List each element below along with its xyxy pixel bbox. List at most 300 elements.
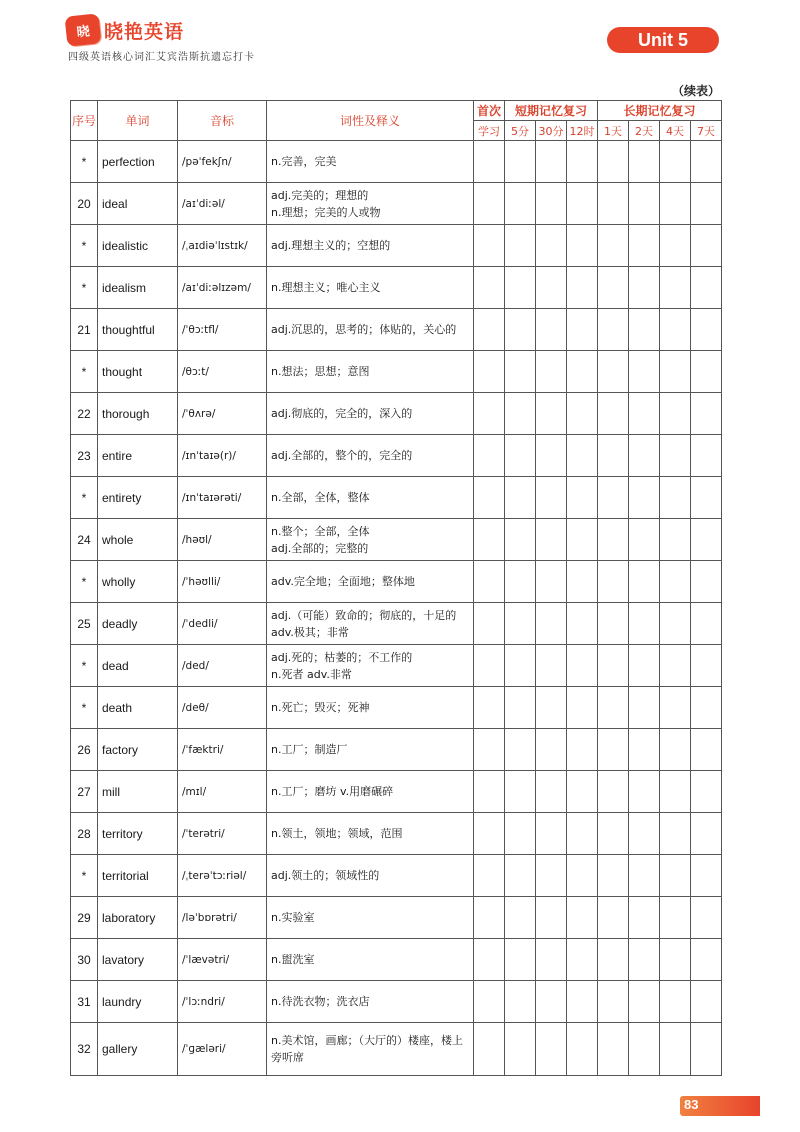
review-checkbox-cell[interactable] — [598, 1023, 629, 1076]
row-number: 28 — [71, 813, 98, 855]
definition-line: n.整个；全部，全体 — [271, 524, 370, 538]
review-checkbox-cell[interactable] — [567, 309, 598, 351]
review-checkbox-cell[interactable] — [598, 603, 629, 645]
row-word: entirety — [98, 477, 178, 519]
review-checkbox-cell[interactable] — [474, 225, 505, 267]
review-checkbox-cell[interactable] — [505, 351, 536, 393]
row-word: ideal — [98, 183, 178, 225]
review-checkbox-cell[interactable] — [536, 519, 567, 561]
row-definition — [267, 435, 474, 477]
table-row — [71, 267, 722, 309]
row-phonetic: /aɪˈdiːəlɪzəm/ — [178, 267, 267, 309]
table-row — [71, 645, 722, 687]
page-number: 83 — [684, 1097, 699, 1112]
table-row — [71, 687, 722, 729]
review-checkbox-cell[interactable] — [629, 855, 660, 897]
continued-label: （续表） — [672, 84, 721, 98]
review-checkbox-cell[interactable] — [660, 225, 691, 267]
review-checkbox-cell[interactable] — [598, 393, 629, 435]
review-checkbox-cell[interactable] — [691, 1023, 722, 1076]
review-checkbox-cell[interactable] — [691, 393, 722, 435]
row-word: factory — [98, 729, 178, 771]
row-number: * — [71, 141, 98, 183]
table-row — [71, 561, 722, 603]
row-phonetic: /həʊl/ — [178, 519, 267, 561]
review-checkbox-cell[interactable] — [629, 771, 660, 813]
row-phonetic: /ˈθɔːtfl/ — [178, 309, 267, 351]
review-checkbox-cell[interactable] — [474, 477, 505, 519]
review-checkbox-cell[interactable] — [536, 1023, 567, 1076]
definition-line: n.工厂；制造厂 — [271, 743, 348, 756]
review-checkbox-cell[interactable] — [505, 603, 536, 645]
review-checkbox-cell[interactable] — [474, 771, 505, 813]
definition-line: n.盥洗室 — [271, 953, 315, 966]
definition-line: adj.理想主义的；空想的 — [271, 239, 391, 252]
review-checkbox-cell[interactable] — [505, 141, 536, 183]
row-definition — [267, 1023, 474, 1076]
review-checkbox-cell[interactable] — [598, 183, 629, 225]
review-checkbox-cell[interactable] — [536, 771, 567, 813]
review-checkbox-cell[interactable] — [691, 435, 722, 477]
row-word: idealistic — [98, 225, 178, 267]
definition-line: n.美术馆，画廊；（大厅的）楼座，楼上 — [271, 1034, 463, 1047]
review-checkbox-cell[interactable] — [660, 687, 691, 729]
row-word: entire — [98, 435, 178, 477]
review-checkbox-cell[interactable] — [505, 729, 536, 771]
table-row — [71, 813, 722, 855]
definition-line: n.死者 adv.非常 — [271, 667, 352, 681]
row-number: 29 — [71, 897, 98, 939]
table-row — [71, 309, 722, 351]
review-checkbox-cell[interactable] — [567, 477, 598, 519]
review-checkbox-cell[interactable] — [691, 267, 722, 309]
row-definition — [267, 519, 474, 561]
row-phonetic: /pəˈfekʃn/ — [178, 141, 267, 183]
review-checkbox-cell[interactable] — [536, 687, 567, 729]
table-row — [71, 393, 722, 435]
review-checkbox-cell[interactable] — [474, 267, 505, 309]
review-checkbox-cell[interactable] — [629, 141, 660, 183]
definition-line: n.待洗衣物；洗衣店 — [271, 995, 370, 1008]
review-checkbox-cell[interactable] — [598, 267, 629, 309]
header-4day: 4天 — [660, 121, 691, 141]
review-checkbox-cell[interactable] — [567, 519, 598, 561]
row-definition — [267, 561, 474, 603]
definition-line: adj.全部的，整个的，完全的 — [271, 449, 413, 462]
review-checkbox-cell[interactable] — [505, 225, 536, 267]
row-number: * — [71, 351, 98, 393]
review-checkbox-cell[interactable] — [505, 435, 536, 477]
review-checkbox-cell[interactable] — [505, 813, 536, 855]
definition-line: 旁听席 — [271, 1051, 304, 1064]
row-number: * — [71, 477, 98, 519]
review-checkbox-cell[interactable] — [567, 351, 598, 393]
table-row — [71, 855, 722, 897]
review-checkbox-cell[interactable] — [567, 981, 598, 1023]
review-checkbox-cell[interactable] — [598, 771, 629, 813]
definition-line: adv.完全地；全面地；整体地 — [271, 575, 415, 588]
review-checkbox-cell[interactable] — [598, 645, 629, 687]
review-checkbox-cell[interactable] — [598, 477, 629, 519]
row-number: * — [71, 267, 98, 309]
review-checkbox-cell[interactable] — [474, 603, 505, 645]
review-checkbox-cell[interactable] — [505, 477, 536, 519]
row-number: 31 — [71, 981, 98, 1023]
review-checkbox-cell[interactable] — [660, 477, 691, 519]
review-checkbox-cell[interactable] — [660, 771, 691, 813]
definition-line: adj.领土的；领域性的 — [271, 869, 380, 882]
review-checkbox-cell[interactable] — [474, 981, 505, 1023]
row-word: laboratory — [98, 897, 178, 939]
review-checkbox-cell[interactable] — [660, 561, 691, 603]
review-checkbox-cell[interactable] — [505, 645, 536, 687]
review-checkbox-cell[interactable] — [536, 477, 567, 519]
header-2day: 2天 — [629, 121, 660, 141]
review-checkbox-cell[interactable] — [691, 183, 722, 225]
review-checkbox-cell[interactable] — [598, 687, 629, 729]
review-checkbox-cell[interactable] — [536, 435, 567, 477]
table-row — [71, 183, 722, 225]
review-checkbox-cell[interactable] — [505, 771, 536, 813]
review-checkbox-cell[interactable] — [474, 939, 505, 981]
review-checkbox-cell[interactable] — [474, 141, 505, 183]
review-checkbox-cell[interactable] — [505, 183, 536, 225]
definition-line: n.实验室 — [271, 911, 315, 924]
review-checkbox-cell[interactable] — [629, 603, 660, 645]
review-checkbox-cell[interactable] — [536, 183, 567, 225]
row-definition — [267, 771, 474, 813]
definition-line: n.完善，完美 — [271, 155, 337, 168]
row-word: territorial — [98, 855, 178, 897]
review-checkbox-cell[interactable] — [567, 561, 598, 603]
review-checkbox-cell[interactable] — [505, 267, 536, 309]
review-checkbox-cell[interactable] — [598, 981, 629, 1023]
review-checkbox-cell[interactable] — [691, 981, 722, 1023]
review-checkbox-cell[interactable] — [691, 351, 722, 393]
review-checkbox-cell[interactable] — [629, 225, 660, 267]
row-definition — [267, 813, 474, 855]
review-checkbox-cell[interactable] — [474, 309, 505, 351]
table-row — [71, 1023, 722, 1076]
review-checkbox-cell[interactable] — [567, 729, 598, 771]
row-word: thoughtful — [98, 309, 178, 351]
review-checkbox-cell[interactable] — [474, 519, 505, 561]
table-row — [71, 981, 722, 1023]
table-row — [71, 519, 722, 561]
row-phonetic: /ˈfæktri/ — [178, 729, 267, 771]
review-checkbox-cell[interactable] — [629, 561, 660, 603]
review-checkbox-cell[interactable] — [474, 855, 505, 897]
row-definition — [267, 939, 474, 981]
review-checkbox-cell[interactable] — [691, 225, 722, 267]
review-checkbox-cell[interactable] — [474, 645, 505, 687]
review-checkbox-cell[interactable] — [598, 939, 629, 981]
table-row — [71, 729, 722, 771]
row-word: mill — [98, 771, 178, 813]
review-checkbox-cell[interactable] — [629, 519, 660, 561]
review-checkbox-cell[interactable] — [660, 855, 691, 897]
review-checkbox-cell[interactable] — [474, 561, 505, 603]
row-number: 24 — [71, 519, 98, 561]
header-7day: 7天 — [691, 121, 722, 141]
review-checkbox-cell[interactable] — [536, 729, 567, 771]
review-checkbox-cell[interactable] — [629, 1023, 660, 1076]
review-checkbox-cell[interactable] — [505, 939, 536, 981]
brand-logo — [66, 14, 184, 46]
row-number: * — [71, 561, 98, 603]
row-phonetic: /deθ/ — [178, 687, 267, 729]
row-definition — [267, 729, 474, 771]
review-checkbox-cell[interactable] — [598, 309, 629, 351]
review-checkbox-cell[interactable] — [660, 519, 691, 561]
header-seq: 序号 — [71, 101, 98, 141]
row-definition — [267, 981, 474, 1023]
review-checkbox-cell[interactable] — [660, 393, 691, 435]
review-checkbox-cell[interactable] — [505, 519, 536, 561]
review-checkbox-cell[interactable] — [598, 435, 629, 477]
row-number: 21 — [71, 309, 98, 351]
review-checkbox-cell[interactable] — [536, 309, 567, 351]
review-checkbox-cell[interactable] — [691, 309, 722, 351]
review-checkbox-cell[interactable] — [629, 393, 660, 435]
review-checkbox-cell[interactable] — [474, 435, 505, 477]
review-checkbox-cell[interactable] — [567, 603, 598, 645]
review-checkbox-cell[interactable] — [536, 351, 567, 393]
row-word: whole — [98, 519, 178, 561]
review-checkbox-cell[interactable] — [691, 519, 722, 561]
review-checkbox-cell[interactable] — [567, 645, 598, 687]
definition-line: n.理想主义；唯心主义 — [271, 281, 381, 294]
review-checkbox-cell[interactable] — [567, 1023, 598, 1076]
row-word: dead — [98, 645, 178, 687]
review-checkbox-cell[interactable] — [660, 981, 691, 1023]
row-word: lavatory — [98, 939, 178, 981]
brand-name: 晓艳英语 — [104, 20, 185, 43]
review-checkbox-cell[interactable] — [474, 1023, 505, 1076]
review-checkbox-cell[interactable] — [629, 813, 660, 855]
row-number: 30 — [71, 939, 98, 981]
row-definition — [267, 393, 474, 435]
definition-line: adv.极其；非常 — [271, 625, 349, 639]
review-checkbox-cell[interactable] — [567, 183, 598, 225]
review-checkbox-cell[interactable] — [536, 561, 567, 603]
review-checkbox-cell[interactable] — [629, 729, 660, 771]
review-checkbox-cell[interactable] — [598, 813, 629, 855]
review-checkbox-cell[interactable] — [691, 939, 722, 981]
review-checkbox-cell[interactable] — [691, 561, 722, 603]
review-checkbox-cell[interactable] — [505, 897, 536, 939]
header-first-study-1: 首次 — [474, 101, 505, 121]
review-checkbox-cell[interactable] — [691, 729, 722, 771]
review-checkbox-cell[interactable] — [474, 687, 505, 729]
row-word: deadly — [98, 603, 178, 645]
review-checkbox-cell[interactable] — [660, 267, 691, 309]
row-phonetic: /ˈlævətri/ — [178, 939, 267, 981]
row-number: * — [71, 225, 98, 267]
review-checkbox-cell[interactable] — [660, 897, 691, 939]
review-checkbox-cell[interactable] — [505, 687, 536, 729]
row-phonetic: /θɔːt/ — [178, 351, 267, 393]
header-30min: 30分 — [536, 121, 567, 141]
table-row — [71, 939, 722, 981]
review-checkbox-cell[interactable] — [660, 183, 691, 225]
review-checkbox-cell[interactable] — [567, 435, 598, 477]
row-phonetic: /ˌaɪdiəˈlɪstɪk/ — [178, 225, 267, 267]
review-checkbox-cell[interactable] — [567, 855, 598, 897]
review-checkbox-cell[interactable] — [629, 309, 660, 351]
review-checkbox-cell[interactable] — [660, 939, 691, 981]
definition-line: adj.全部的；完整的 — [271, 541, 369, 555]
review-checkbox-cell[interactable] — [505, 855, 536, 897]
review-checkbox-cell[interactable] — [629, 477, 660, 519]
row-number: * — [71, 855, 98, 897]
review-checkbox-cell[interactable] — [567, 141, 598, 183]
review-checkbox-cell[interactable] — [691, 603, 722, 645]
review-checkbox-cell[interactable] — [567, 897, 598, 939]
review-checkbox-cell[interactable] — [598, 351, 629, 393]
review-checkbox-cell[interactable] — [505, 309, 536, 351]
row-phonetic: /ˈlɔːndri/ — [178, 981, 267, 1023]
row-definition — [267, 477, 474, 519]
review-checkbox-cell[interactable] — [691, 771, 722, 813]
header-long-term: 长期记忆复习 — [598, 101, 722, 121]
brand-subtitle: 四级英语核心词汇艾宾浩斯抗遗忘打卡 — [68, 52, 255, 63]
review-checkbox-cell[interactable] — [536, 939, 567, 981]
review-checkbox-cell[interactable] — [598, 225, 629, 267]
row-number: 22 — [71, 393, 98, 435]
definition-line: adj.沉思的，思考的；体贴的，关心的 — [271, 323, 457, 336]
review-checkbox-cell[interactable] — [536, 141, 567, 183]
row-phonetic: /ded/ — [178, 645, 267, 687]
row-word: idealism — [98, 267, 178, 309]
table-row — [71, 771, 722, 813]
review-checkbox-cell[interactable] — [536, 267, 567, 309]
header-first-study-2: 学习 — [474, 121, 505, 141]
row-phonetic: /ɪnˈtaɪərəti/ — [178, 477, 267, 519]
row-phonetic: /ˈθʌrə/ — [178, 393, 267, 435]
header-ipa: 音标 — [178, 101, 267, 141]
review-checkbox-cell[interactable] — [505, 1023, 536, 1076]
row-number: 27 — [71, 771, 98, 813]
review-checkbox-cell[interactable] — [660, 309, 691, 351]
review-checkbox-cell[interactable] — [598, 897, 629, 939]
review-checkbox-cell[interactable] — [629, 645, 660, 687]
review-checkbox-cell[interactable] — [536, 855, 567, 897]
review-checkbox-cell[interactable] — [474, 351, 505, 393]
review-checkbox-cell[interactable] — [629, 897, 660, 939]
review-checkbox-cell[interactable] — [567, 687, 598, 729]
review-checkbox-cell[interactable] — [474, 393, 505, 435]
review-checkbox-cell[interactable] — [691, 897, 722, 939]
review-checkbox-cell[interactable] — [567, 393, 598, 435]
row-definition — [267, 855, 474, 897]
review-checkbox-cell[interactable] — [660, 813, 691, 855]
review-checkbox-cell[interactable] — [536, 645, 567, 687]
definition-line: n.全部，全体，整体 — [271, 491, 370, 504]
review-checkbox-cell[interactable] — [505, 561, 536, 603]
review-checkbox-cell[interactable] — [691, 855, 722, 897]
row-word: gallery — [98, 1023, 178, 1076]
row-definition — [267, 603, 474, 645]
review-checkbox-cell[interactable] — [474, 897, 505, 939]
review-checkbox-cell[interactable] — [629, 981, 660, 1023]
review-checkbox-cell[interactable] — [567, 939, 598, 981]
review-checkbox-cell[interactable] — [567, 225, 598, 267]
review-checkbox-cell[interactable] — [660, 1023, 691, 1076]
row-phonetic: /aɪˈdiːəl/ — [178, 183, 267, 225]
table-row — [71, 351, 722, 393]
review-checkbox-cell[interactable] — [691, 645, 722, 687]
review-checkbox-cell[interactable] — [629, 687, 660, 729]
review-checkbox-cell[interactable] — [598, 141, 629, 183]
row-number: * — [71, 687, 98, 729]
review-checkbox-cell[interactable] — [598, 519, 629, 561]
review-checkbox-cell[interactable] — [474, 813, 505, 855]
review-checkbox-cell[interactable] — [660, 645, 691, 687]
review-checkbox-cell[interactable] — [474, 729, 505, 771]
definition-line: n.死亡；毁灭；死神 — [271, 701, 370, 714]
review-checkbox-cell[interactable] — [598, 855, 629, 897]
row-number: 32 — [71, 1023, 98, 1076]
review-checkbox-cell[interactable] — [567, 771, 598, 813]
review-checkbox-cell[interactable] — [536, 897, 567, 939]
review-checkbox-cell[interactable] — [536, 393, 567, 435]
header-meaning: 词性及释义 — [267, 101, 474, 141]
review-checkbox-cell[interactable] — [567, 813, 598, 855]
review-checkbox-cell[interactable] — [629, 267, 660, 309]
review-checkbox-cell[interactable] — [629, 183, 660, 225]
review-checkbox-cell[interactable] — [629, 351, 660, 393]
row-definition — [267, 183, 474, 225]
review-checkbox-cell[interactable] — [598, 729, 629, 771]
review-checkbox-cell[interactable] — [598, 561, 629, 603]
review-checkbox-cell[interactable] — [629, 939, 660, 981]
review-checkbox-cell[interactable] — [660, 141, 691, 183]
table-row — [71, 603, 722, 645]
review-checkbox-cell[interactable] — [691, 141, 722, 183]
review-checkbox-cell[interactable] — [474, 183, 505, 225]
header-1day: 1天 — [598, 121, 629, 141]
review-checkbox-cell[interactable] — [536, 813, 567, 855]
row-phonetic: /mɪl/ — [178, 771, 267, 813]
vocab-body — [71, 141, 722, 1076]
review-checkbox-cell[interactable] — [505, 393, 536, 435]
row-number: 25 — [71, 603, 98, 645]
review-checkbox-cell[interactable] — [505, 981, 536, 1023]
row-definition — [267, 897, 474, 939]
table-row — [71, 141, 722, 183]
review-checkbox-cell[interactable] — [660, 351, 691, 393]
definition-line: adj.完美的；理想的 — [271, 188, 369, 202]
review-checkbox-cell[interactable] — [536, 225, 567, 267]
review-checkbox-cell[interactable] — [660, 729, 691, 771]
review-checkbox-cell[interactable] — [691, 813, 722, 855]
review-checkbox-cell[interactable] — [629, 435, 660, 477]
review-checkbox-cell[interactable] — [567, 267, 598, 309]
review-checkbox-cell[interactable] — [691, 687, 722, 729]
review-checkbox-cell[interactable] — [536, 603, 567, 645]
row-word: death — [98, 687, 178, 729]
review-checkbox-cell[interactable] — [691, 477, 722, 519]
row-word: wholly — [98, 561, 178, 603]
header-short-term: 短期记忆复习 — [505, 101, 598, 121]
review-checkbox-cell[interactable] — [660, 603, 691, 645]
header-12h: 12时 — [567, 121, 598, 141]
review-checkbox-cell[interactable] — [660, 435, 691, 477]
row-definition — [267, 225, 474, 267]
review-checkbox-cell[interactable] — [536, 981, 567, 1023]
row-phonetic: /ˈdedli/ — [178, 603, 267, 645]
